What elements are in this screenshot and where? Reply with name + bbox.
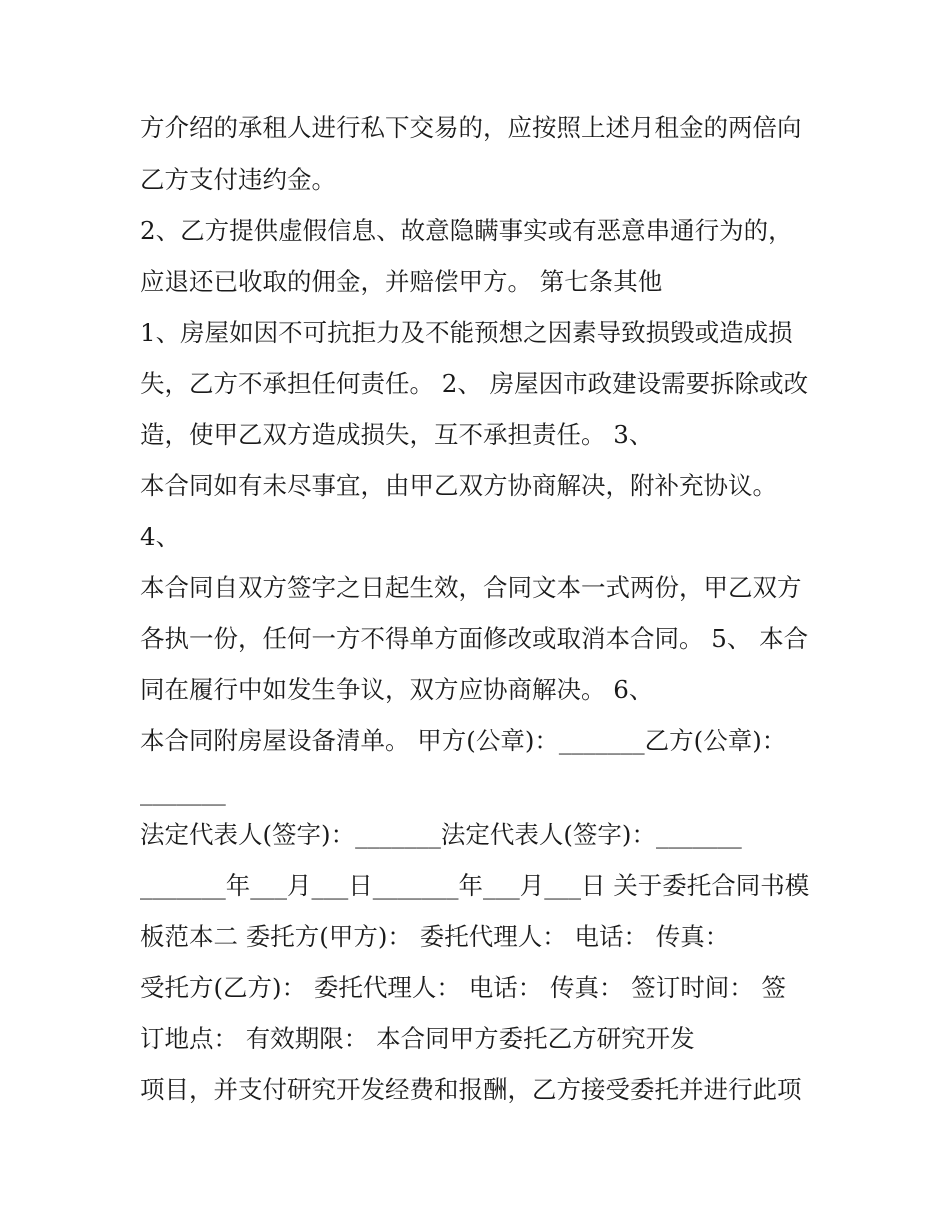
text-line: 方介绍的承租人进行私下交易的，应按照上述月租金的两倍向 xyxy=(140,113,802,142)
text-line: 本合同附房屋设备清单。 甲方(公章)：_______乙方(公章)： xyxy=(140,726,787,755)
text-line: 1、房屋如因不可抗拒力及不能预想之因素导致损毁或造成损 xyxy=(140,318,793,347)
text-line: 本合同如有未尽事宜，由甲乙双方协商解决，附补充协议。 xyxy=(140,471,777,500)
text-line: _______年___月___日_______年___月___日 关于委托合同书模 xyxy=(140,871,810,900)
text-line: 受托方(乙方)： 委托代理人： 电话： 传真： 签订时间： 签 xyxy=(140,973,787,1002)
text-line: 各执一份，任何一方不得单方面修改或取消本合同。 5、 本合 xyxy=(140,624,809,653)
text-line: 造，使甲乙双方造成损失，互不承担责任。 3、 xyxy=(140,420,654,449)
text-line: 应退还已收取的佣金，并赔偿甲方。 第七条其他 xyxy=(140,267,663,296)
text-line: 本合同自双方签字之日起生效，合同文本一式两份，甲乙双方 xyxy=(140,573,802,602)
text-line: _______ xyxy=(140,777,226,806)
text-line: 乙方支付违约金。 xyxy=(140,165,336,194)
text-line: 失，乙方不承担任何责任。 2、 房屋因市政建设需要拆除或改 xyxy=(140,369,809,398)
text-line: 同在履行中如发生争议，双方应协商解决。 6、 xyxy=(140,675,654,704)
text-line: 4、 xyxy=(140,522,181,551)
text-line: 订地点： 有效期限： 本合同甲方委托乙方研究开发 xyxy=(140,1024,695,1053)
text-line: 法定代表人(签字)：_______法定代表人(签字)：_______ xyxy=(140,820,742,849)
text-line: 2、乙方提供虚假信息、故意隐瞒事实或有恶意串通行为的， xyxy=(140,216,793,245)
text-line: 板范本二 委托方(甲方)： 委托代理人： 电话： 传真： xyxy=(140,922,730,951)
text-line: 项目，并支付研究开发经费和报酬，乙方接受委托并进行此项 xyxy=(140,1075,802,1104)
